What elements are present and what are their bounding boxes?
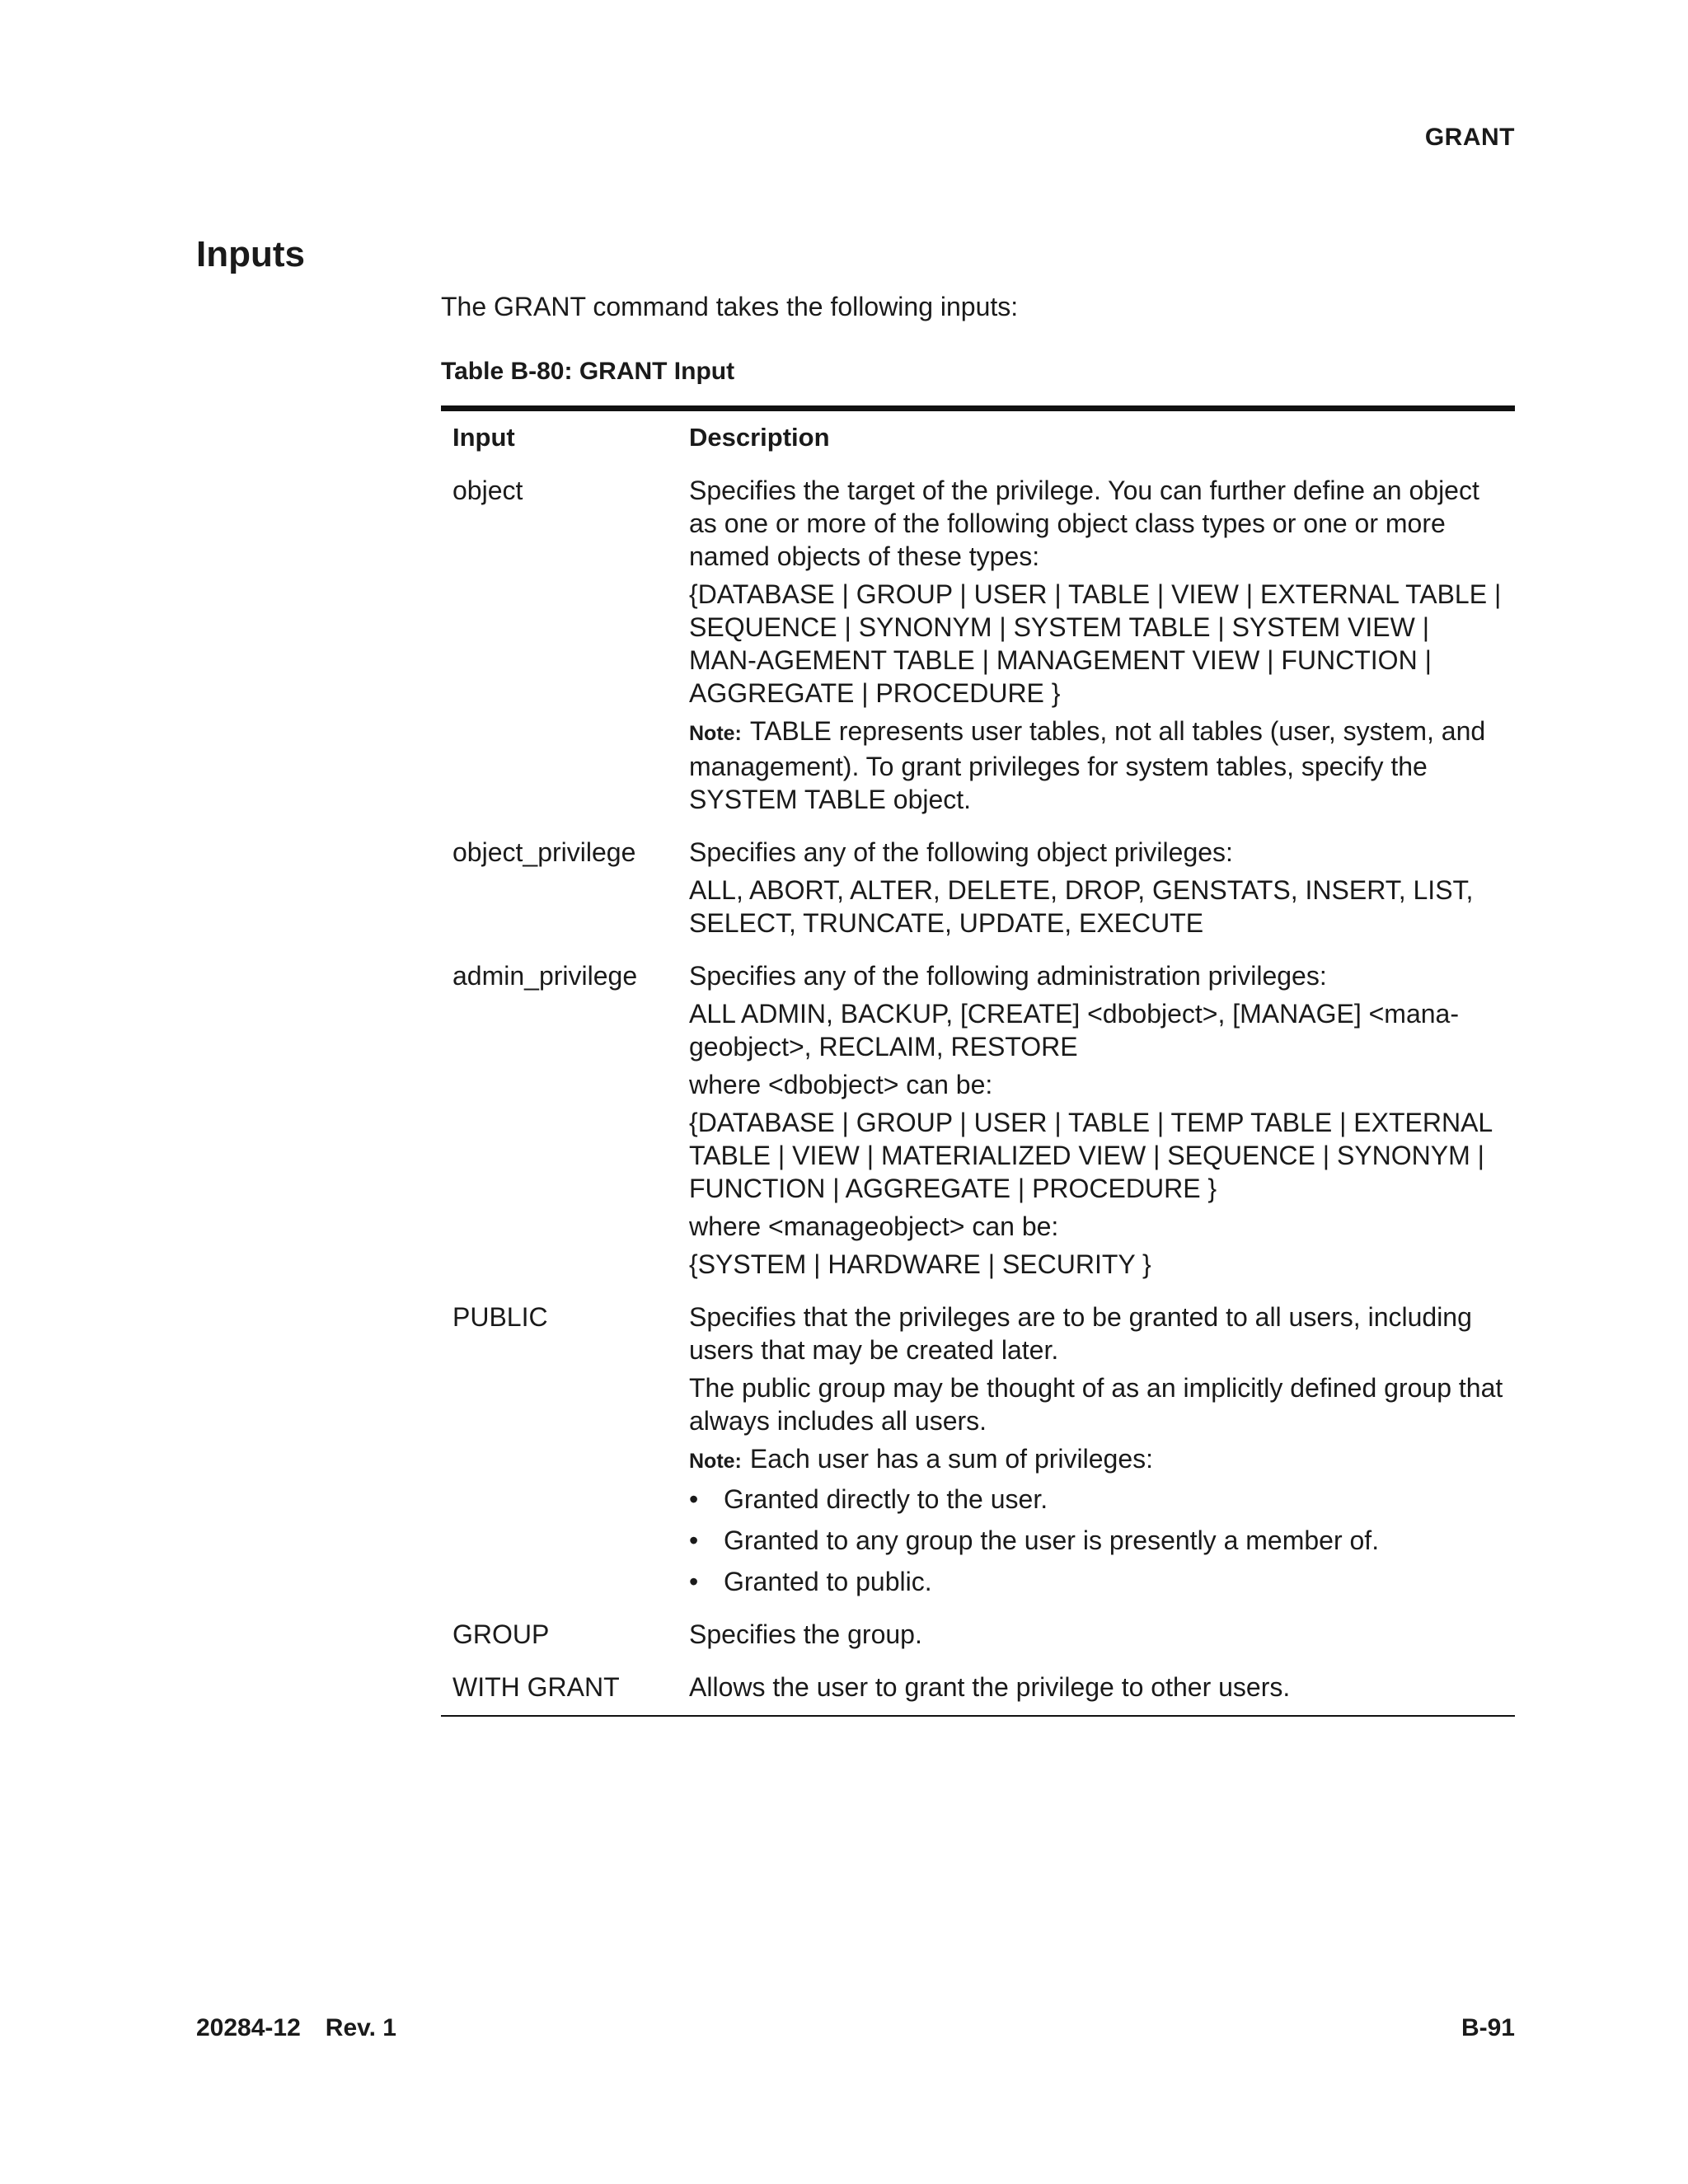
input-cell: admin_privilege (452, 961, 638, 991)
footer-doc-info (196, 2014, 396, 2042)
note (689, 1442, 1503, 1478)
input-cell: object (452, 476, 523, 505)
description-text: The public group may be thought of as an implicitly defined group that always includes all users. (689, 1373, 1503, 1436)
note-label: Note: (689, 1450, 742, 1473)
doc-number: 20284-12 (196, 2014, 301, 2041)
note-label: Note: (689, 722, 742, 745)
note-text: TABLE represents user tables, not all tables (user, system, and management). To grant privileges for system tables, specify the SYSTEM TABLE object. (689, 716, 1486, 814)
description-cell (678, 1610, 1515, 1662)
table-row-group (441, 1610, 1515, 1662)
privilege-list: ALL, ABORT, ALTER, DELETE, DROP, GENSTATS, INSERT, LIST, SELECT, TRUNCATE, UPDATE, EXECUTE (689, 875, 1474, 938)
column-header-description: Description (689, 423, 830, 452)
note-text: Each user has a sum of privileges: (749, 1444, 1154, 1474)
section-title: Inputs (196, 234, 305, 274)
description-cell (678, 951, 1515, 1292)
privilege-list: ALL ADMIN, BACKUP, [CREATE] <dbobject>, [MANAGE] <mana-geobject>, RECLAIM, RESTORE (689, 999, 1459, 1062)
table-row-object-privilege (441, 827, 1515, 951)
running-head: GRANT (1424, 124, 1515, 151)
manageobject-list: {SYSTEM | HARDWARE | SECURITY } (689, 1249, 1151, 1279)
grant-input-table (441, 405, 1515, 1717)
description-cell (678, 827, 1515, 951)
table-row-object (441, 466, 1515, 827)
description-text: Allows the user to grant the privilege to other users. (689, 1672, 1291, 1702)
revision: Rev. 1 (325, 2014, 396, 2041)
description-cell (678, 466, 1515, 827)
input-cell: GROUP (452, 1619, 550, 1649)
dbobject-list: {DATABASE | GROUP | USER | TABLE | TEMP TABLE | EXTERNAL TABLE | VIEW | MATERIALIZED VIEW | SEQUENCE | SYNONYM | FUNCTION | AGGREGATE | PROCEDURE } (689, 1108, 1493, 1203)
bullet-item: • Granted to any group the user is presently a member of. (689, 1524, 1503, 1557)
description-text: Specifies the group. (689, 1619, 922, 1649)
description-text: where <dbobject> can be: (689, 1070, 993, 1099)
description-text: Specifies any of the following administration privileges: (689, 961, 1327, 991)
table-header-row (441, 411, 1515, 466)
table-row-public (441, 1292, 1515, 1610)
description-text: Specifies that the privileges are to be granted to all users, including users that may be created later. (689, 1302, 1472, 1365)
bullet-list (689, 1483, 1503, 1598)
bullet-item: • Granted to public. (689, 1565, 1503, 1598)
description-text: Specifies any of the following object privileges: (689, 837, 1233, 867)
input-cell: object_privilege (452, 837, 636, 867)
description-cell (678, 1662, 1515, 1715)
input-cell: PUBLIC (452, 1302, 548, 1332)
page-number: B-91 (1461, 2014, 1515, 2041)
object-class-list: {DATABASE | GROUP | USER | TABLE | VIEW | EXTERNAL TABLE | SEQUENCE | SYNONYM | SYSTEM TABLE | SYSTEM VIEW | MAN-AGEMENT TABLE | MANAGEMENT VIEW | FUNCTION | AGGREGATE | PROCEDURE } (689, 579, 1502, 708)
description-text: Specifies the target of the privilege. You can further define an object as one or more of the following object class types or one or more named objects of these types: (689, 476, 1479, 571)
table-row-with-grant (441, 1662, 1515, 1715)
description-cell (678, 1292, 1515, 1610)
bullet-item: • Granted directly to the user. (689, 1483, 1503, 1516)
table-row-admin-privilege (441, 951, 1515, 1292)
table-caption: Table B-80: GRANT Input (441, 358, 735, 385)
note (689, 715, 1503, 816)
column-header-input: Input (452, 423, 515, 452)
description-text: where <manageobject> can be: (689, 1212, 1059, 1241)
input-cell: WITH GRANT (452, 1672, 620, 1702)
intro-text: The GRANT command takes the following inputs: (441, 292, 1019, 321)
